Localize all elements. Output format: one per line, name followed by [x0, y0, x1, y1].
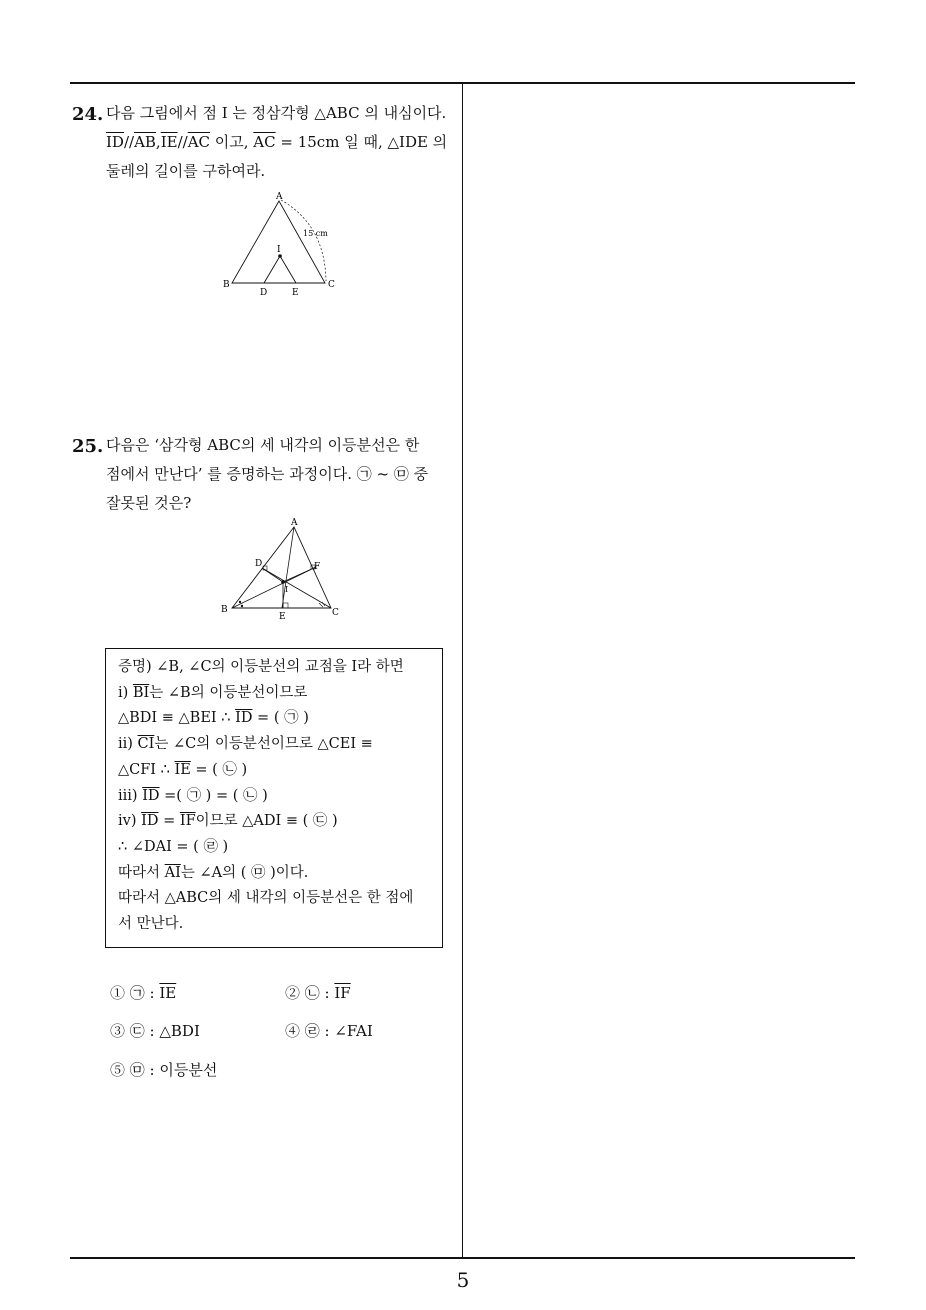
q24-label-d: D [260, 288, 268, 298]
q25-text [106, 431, 428, 518]
proof-line-2 [118, 681, 432, 707]
q24-seg-id: $\overline{ID}$ [106, 133, 124, 151]
q25-label-e: E [279, 612, 286, 622]
q25-triangle-figure [215, 515, 350, 625]
proof-seg-id: $\overline{ID}$ [235, 710, 253, 727]
q24-parallel-1: // [123, 133, 135, 151]
q24-label-c: C [328, 280, 335, 290]
q25-label-b: B [221, 605, 228, 615]
q25-line2: 점에서 만난다’ 를 증명하는 과정이다. ㉠ ~ ㉤ 중 [106, 465, 429, 483]
proof-line-5-pre: △CFI ∴ [118, 761, 175, 778]
proof-line-9-pre: 따라서 [118, 864, 165, 881]
bottom-rule [70, 1257, 855, 1259]
q24-label-i: I [277, 245, 281, 255]
q25-proof-box [105, 648, 443, 948]
q25-label-a: A [291, 518, 298, 528]
choice-2-label: ② ㉡ : [285, 984, 335, 1002]
q25-bisector-a [282, 527, 294, 608]
proof-line-7-pre: ⅳ) [118, 813, 142, 830]
q24-parallel-2: // [177, 133, 188, 151]
proof-seg-id-3: $\overline{ID}$ [141, 813, 159, 830]
q24-line1: 다음 그림에서 점 I 는 정삼각형 △ABC 의 내심이다. [106, 104, 447, 122]
q24-label-a: A [276, 192, 283, 202]
proof-seg-ci: $\overline{CI}$ [137, 736, 155, 753]
q25-label-d: D [255, 559, 263, 569]
proof-seg-if: $\overline{IF}$ [179, 813, 196, 830]
proof-line-6-pre: ⅲ) [118, 787, 143, 804]
proof-line-4-post: 는 ∠C의 이등분선이므로 △CEI ≡ [154, 736, 373, 753]
proof-line-2-post: 는 ∠B의 이등분선이므로 [149, 684, 308, 701]
q24-label-length: 15 cm [303, 229, 328, 238]
q24-label-b: B [223, 280, 230, 290]
proof-line-3-pre: △BDI ≡ △BEI ∴ [118, 710, 236, 727]
proof-line-6 [118, 784, 432, 810]
choice-2[interactable] [285, 982, 351, 1003]
proof-line-11: 서 만난다. [118, 916, 184, 933]
q25-label-f: F [314, 562, 321, 572]
choice-2-seg: $\overline{IF}$ [334, 984, 351, 1002]
proof-line-4 [118, 732, 432, 758]
page-number: 5 [456, 1268, 470, 1292]
proof-line-7-post: 이므로 △ADI ≡ ( ㉢ ) [195, 813, 338, 830]
q24-label-e: E [292, 288, 299, 298]
q25-incenter-point [281, 580, 285, 584]
proof-line-9 [118, 861, 432, 887]
choice-3[interactable]: ③ ㉢ : △BDI [110, 1022, 200, 1040]
q25-line3: 잘못된 것은? [106, 494, 192, 512]
proof-seg-ie: $\overline{IE}$ [174, 761, 191, 778]
proof-line-8: ∴ ∠DAI = ( ㉣ ) [118, 838, 229, 855]
q24-text [106, 99, 447, 186]
proof-seg-bi: $\overline{BI}$ [132, 684, 150, 701]
q25-right-angle-e [283, 603, 288, 608]
q24-seg-ie: $\overline{IE}$ [160, 133, 178, 151]
proof-line-3-post: = ( ㉠ ) [252, 710, 309, 727]
choice-5[interactable]: ⑤ ㉤ : 이등분선 [110, 1061, 218, 1079]
proof-line-3 [118, 706, 432, 732]
proof-line-6-post: =( ㉠ ) = ( ㉡ ) [159, 787, 268, 804]
proof-line-4-pre: ⅱ) [118, 736, 138, 753]
column-divider [462, 82, 463, 1259]
proof-line-7-mid: = [158, 813, 180, 830]
q25-number: 25. [72, 436, 104, 457]
q24-line2 [106, 128, 447, 157]
q24-triangle-figure [215, 185, 345, 300]
choice-1[interactable] [110, 982, 176, 1003]
choice-1-label: ① ㉠ : [110, 984, 160, 1002]
choice-4[interactable]: ④ ㉣ : ∠FAI [285, 1022, 373, 1040]
q24-number: 24. [72, 104, 104, 125]
q24-seg-ac: $\overline{AC}$ [187, 133, 210, 151]
q24-line2-mid: 이고, [210, 133, 254, 151]
q25-angle-mark-b1 [239, 601, 241, 603]
proof-line-9-post: 는 ∠A의 ( ㉤ )이다. [180, 864, 309, 881]
proof-line-10: 따라서 △ABC의 세 내각의 이등분선은 한 점에 [118, 890, 414, 907]
q25-line1: 다음은 ‘삼각형 ABC의 세 내각의 이등분선은 한 [106, 436, 420, 454]
q24-seg-ab: $\overline{AB}$ [134, 133, 156, 151]
q24-triangle-ide [264, 256, 296, 283]
q24-triangle-abc [232, 201, 325, 283]
q24-seg-ac-2: $\overline{AC}$ [253, 133, 276, 151]
q24-line3: 둘레의 길이를 구하여라. [106, 162, 266, 180]
proof-seg-ai: $\overline{AI}$ [164, 864, 181, 881]
proof-line-1: 증명) ∠B, ∠C의 이등분선의 교점을 I라 하면 [118, 659, 404, 675]
q24-comma: , [155, 133, 161, 151]
proof-line-5-post: = ( ㉡ ) [190, 761, 248, 778]
proof-line-2-pre: ⅰ) [118, 684, 133, 701]
q24-line2-end: = 15cm 일 때, △IDE 의 [275, 133, 448, 151]
proof-seg-id-2: $\overline{ID}$ [142, 787, 160, 804]
q25-label-c: C [332, 608, 339, 618]
proof-line-5 [118, 758, 432, 784]
q25-label-i: I [285, 585, 289, 594]
q25-angle-mark-b2 [241, 605, 243, 607]
choice-1-seg: $\overline{IE}$ [159, 984, 177, 1002]
proof-line-7 [118, 809, 432, 835]
